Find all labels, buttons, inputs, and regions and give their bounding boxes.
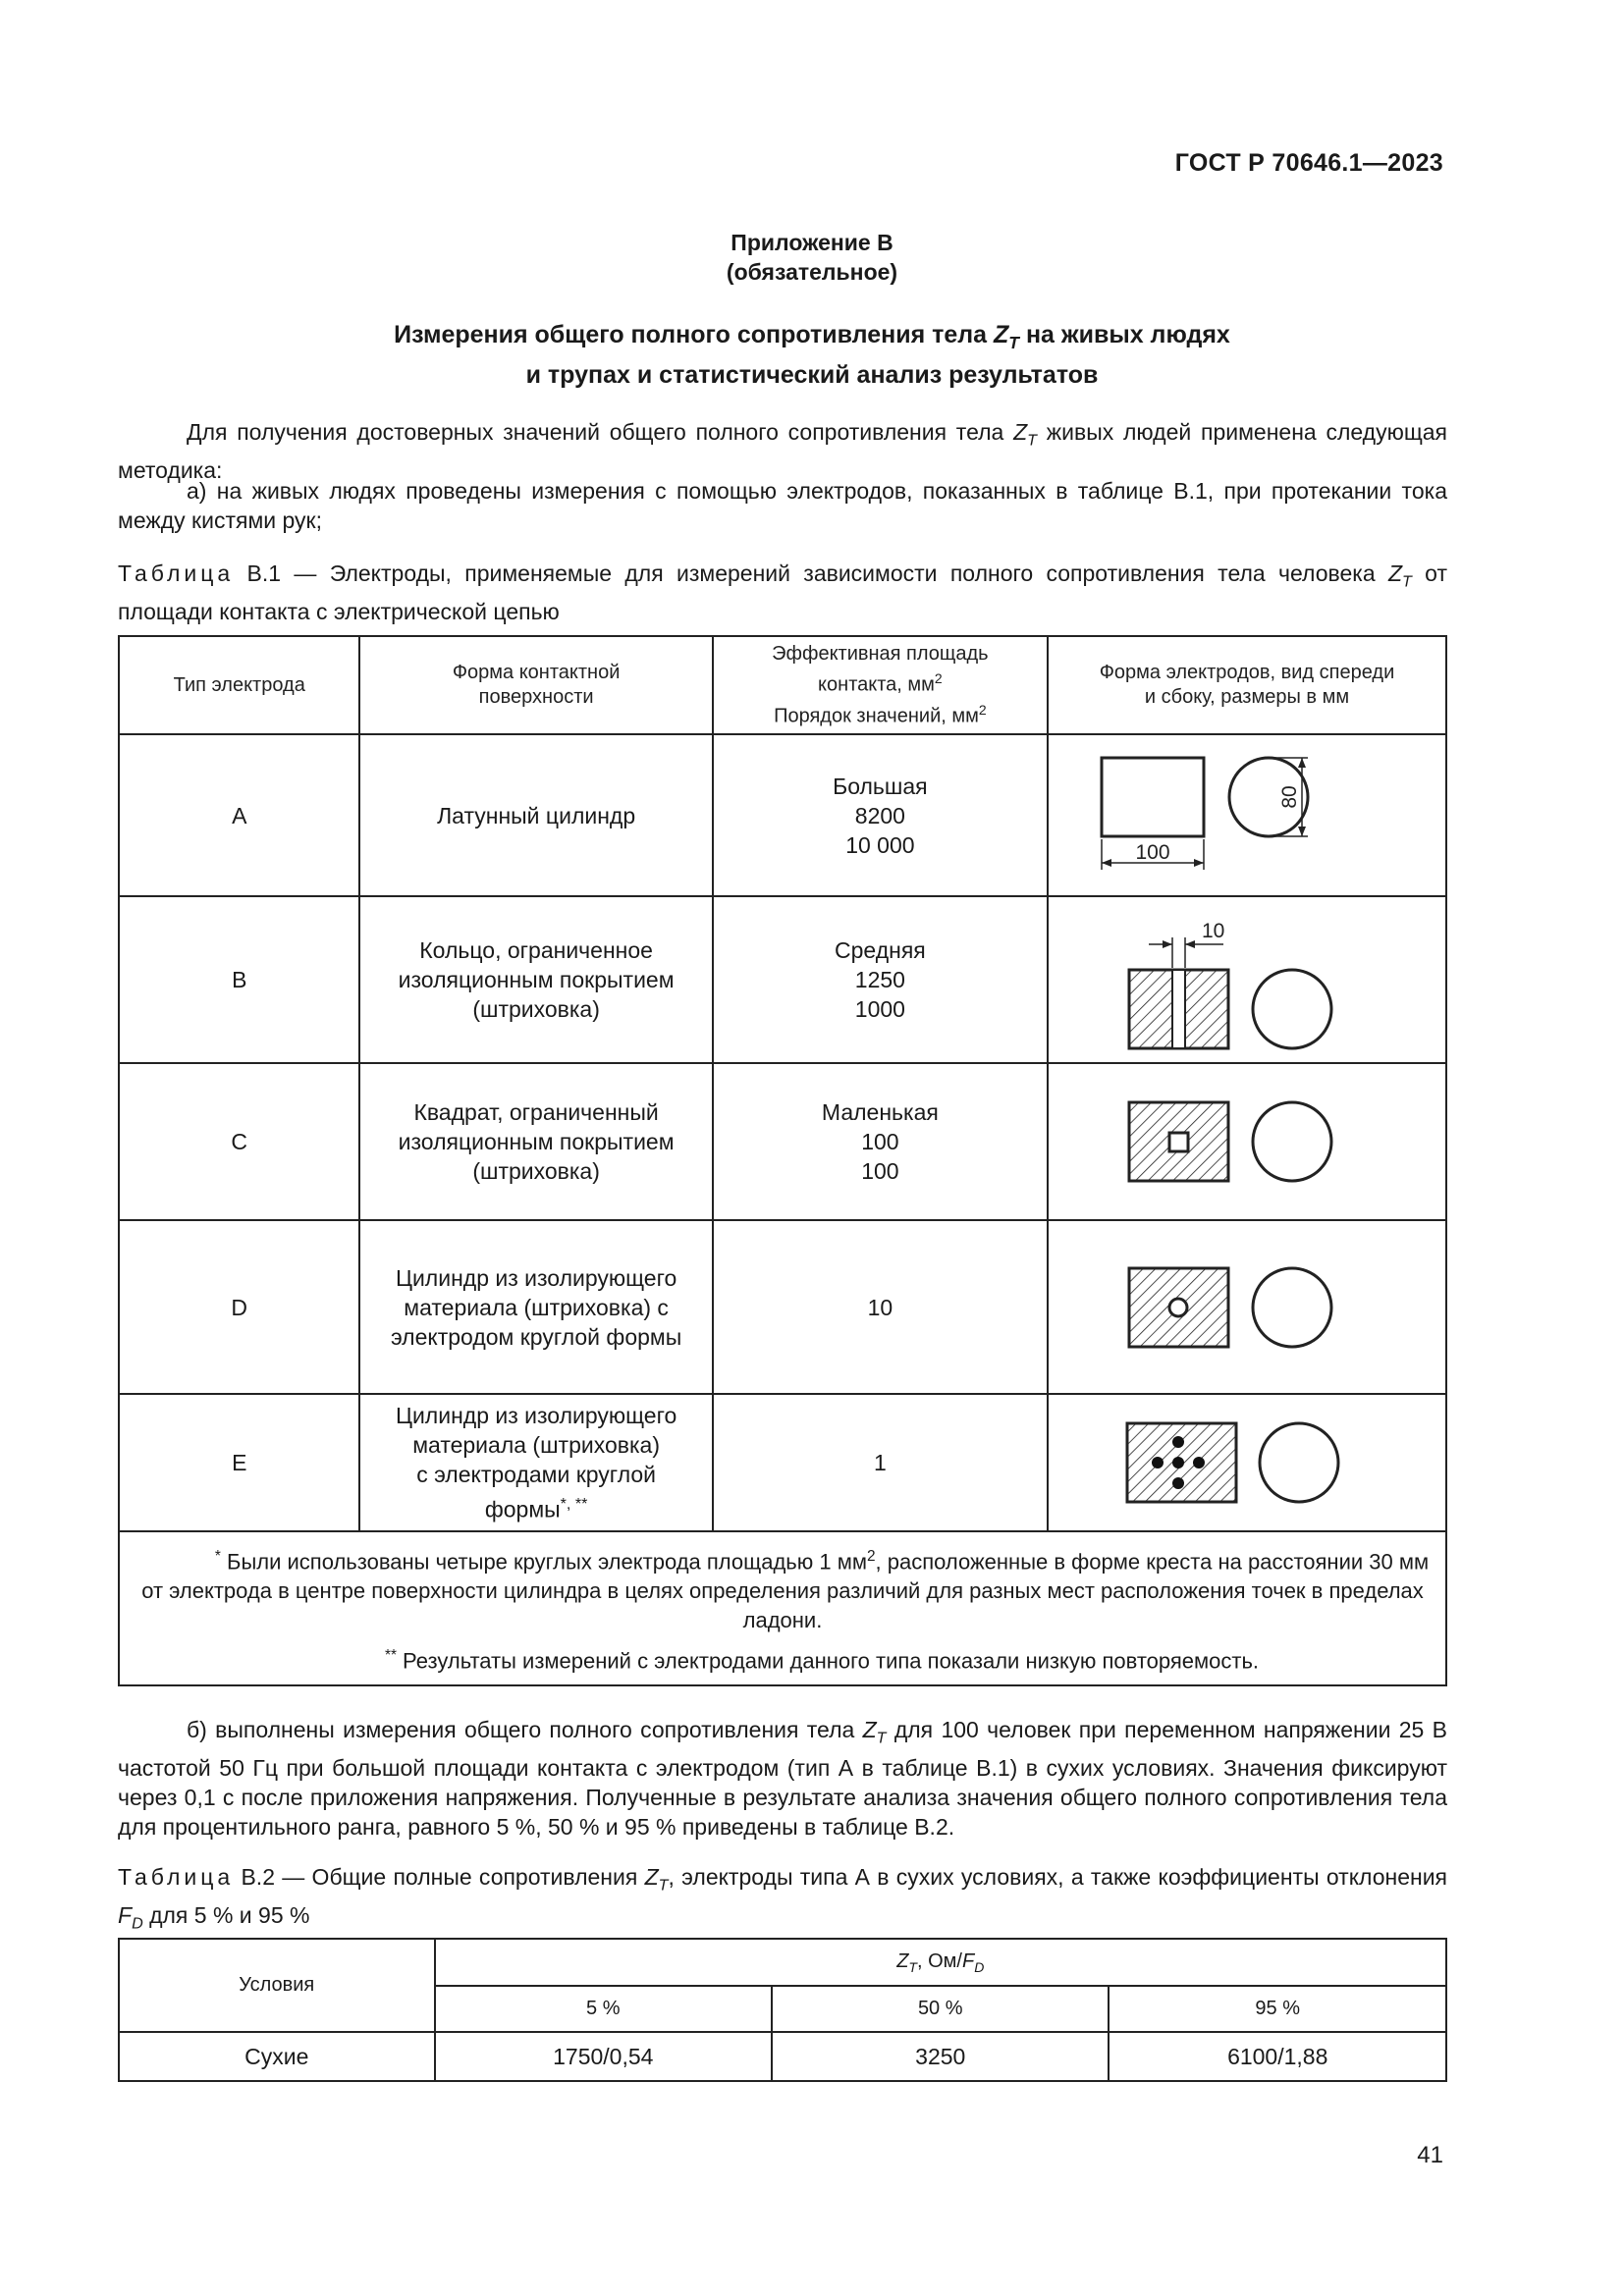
cell-area [713,896,1048,1063]
table-number: В.1 [246,561,282,586]
cell-type: C [119,1063,359,1220]
cell-line: Цилиндр из изолирующего [395,1403,677,1429]
table-header-row [119,636,1446,734]
electrode-a-drawing [1051,737,1443,894]
header-line: и сбоку, размеры в мм [1144,686,1350,708]
cell-line: с электродами круглой [416,1462,657,1488]
cell-line: 100 [861,1158,899,1184]
caption-subscript: T [658,1876,669,1895]
dimension-height-label: 80 [1278,784,1301,809]
footnote-text-end: , расположенные в форме креста на расстоянии 30 мм от электрода в центре поверхности цилиндра в целях определения различий для разных мест расположения точек в пределах ладони. [141,1549,1430,1633]
cell-shape [359,896,712,1063]
table-row [119,1220,1446,1394]
table-row [119,734,1446,896]
cell-line: Цилиндр из изолирующего [395,1264,677,1291]
dimension-gap-label: 10 [1202,920,1225,942]
heading-text-end: на живых людях [1019,321,1230,348]
cell-value: 1750/0,54 [435,2032,773,2081]
intro-symbol: Z [1013,419,1028,445]
paragraph-subscript: T [876,1729,887,1747]
cell-line: 10 000 [845,831,915,858]
cell-line: электродом круглой формы [390,1323,682,1350]
cell-value: 6100/1,88 [1109,2032,1446,2081]
paragraph-text: б) выполнены измерения общего полного сопротивления тела [187,1717,863,1742]
cell-line: 1000 [854,996,905,1022]
caption-subscript: D [132,1914,143,1933]
cell-conditions: Сухие [119,2032,435,2081]
header-subscript: D [974,1958,985,1975]
electrode-e-drawing [1051,1396,1443,1529]
cell-line: формы [484,1496,561,1522]
header-symbol: Z [896,1949,909,1972]
electrodes-table [118,635,1447,1686]
cell-type: B [119,896,359,1063]
cell-type: E [119,1394,359,1531]
heading-subscript: T [1008,333,1019,352]
header-line: контакта, мм [818,673,935,696]
footnote-mark: * [214,1548,221,1565]
caption-symbol: Z [644,1864,659,1890]
table-row [119,896,1446,1063]
item-a-paragraph: а) на живых людях проведены измерения с помощью электродов, показанных в таблице В.1, при протекании тока между кистями рук; [118,478,1447,533]
header-impedance-group [435,1939,1446,1986]
cell-line: Латунный цилиндр [437,802,636,828]
superscript: 2 [866,1548,876,1565]
cell-line: 1 [873,1450,887,1475]
table-number: В.2 [241,1864,275,1890]
table-header-row [119,1939,1446,1986]
appendix-label: Приложение В [731,230,893,255]
cell-line: материала (штриховка) [412,1432,660,1459]
header-line: Порядок значений, мм [774,705,979,727]
table-notes-row [119,1531,1446,1685]
heading-symbol: Z [994,321,1009,348]
cell-drawing [1048,734,1446,896]
document-header: ГОСТ Р 70646.1—2023 [1174,149,1443,177]
caption-subscript: T [1402,572,1412,591]
impedance-table [118,1938,1447,2082]
cell-drawing [1048,896,1446,1063]
footnote-2 [134,1641,1432,1676]
footnote-mark: *, ** [560,1495,588,1514]
header-contact-shape [359,636,712,734]
dimension-width-label: 100 [1135,840,1170,864]
appendix-title [0,228,1624,287]
footnote-text: Результаты измерений с электродами данного типа показали низкую повторяемость. [396,1648,1260,1674]
intro-paragraph [118,417,1447,485]
paragraph-text-end: для 100 человек при переменном напряжении 25 В частотой 50 Гц при большой площади контакта с электродом (тип А в таблице В.1) в сухих условиях. Значения фиксируют через 0,1 с после приложения напряжения. Полученные в результате анализа значения общего полного сопротивления тела для процентильного ранга, равного 5 %, 50 % и 95 % приведены в таблице В.2. [118,1717,1447,1840]
page-heading [0,319,1624,392]
electrode-b-drawing [1051,898,1443,1061]
electrode-c-drawing [1051,1065,1443,1218]
cell-line: (штриховка) [472,996,600,1022]
caption-text: — Электроды, применяемые для измерений зависимости полного сопротивления тела человека [281,561,1388,586]
cell-line: Большая [833,773,928,799]
header-symbol: F [961,1949,975,1972]
cell-shape [359,1220,712,1394]
caption-text-mid: , электроды типа А в сухих условиях, а также коэффициенты отклонения [668,1864,1448,1890]
cell-drawing [1048,1394,1446,1531]
cell-value: 3250 [772,2032,1109,2081]
cell-line: 100 [861,1129,899,1154]
cell-area [713,734,1048,896]
cell-line: изоляционным покрытием [398,1129,675,1154]
header-effective-area [713,636,1048,734]
header-line: Форма электродов, вид спереди [1099,662,1395,683]
caption-text-end: для 5 % и 95 % [142,1901,310,1928]
header-pct-5: 5 % [435,1986,773,2032]
header-conditions: Условия [119,1939,435,2032]
table2-caption [118,1862,1447,1938]
appendix-status: (обязательное) [726,259,898,285]
cell-area [713,1063,1048,1220]
item-b-paragraph [118,1715,1447,1842]
footnote-text: Были использованы четыре круглых электрода площадью 1 мм [220,1549,867,1575]
table1-caption [118,559,1447,626]
table-word: Таблица [118,561,235,586]
electrode-d-drawing [1051,1223,1443,1392]
cell-line: Маленькая [821,1099,939,1125]
cell-area [713,1220,1048,1394]
caption-symbol: F [118,1901,133,1928]
cell-line: Квадрат, ограниченный [413,1099,659,1125]
intro-text-end: живых людей применена следующая методика: [118,419,1447,483]
footnote-1 [134,1542,1432,1635]
cell-area [713,1394,1048,1531]
cell-line: (штриховка) [472,1158,600,1184]
cell-line: Кольцо, ограниченное [419,937,653,963]
cell-shape [359,1394,712,1531]
page-number: 41 [1417,2142,1443,2168]
table-row [119,1394,1446,1531]
header-line: Эффективная площадь [772,642,989,665]
cell-line: 1250 [854,967,905,992]
superscript: 2 [978,701,987,718]
cell-line: материала (штриховка) с [404,1294,669,1320]
cell-type: A [119,734,359,896]
header-line: Форма контактной [452,662,621,683]
cell-line: 8200 [854,802,905,828]
header-text: , Ом/ [916,1949,962,1972]
header-subscript: T [908,1958,917,1975]
cell-type: D [119,1220,359,1394]
table-word: Таблица [118,1864,235,1890]
superscript: 2 [934,669,943,686]
table-notes [119,1531,1446,1685]
cell-line: изоляционным покрытием [398,967,675,992]
cell-line: 10 [867,1294,893,1320]
header-electrode-drawing [1048,636,1446,734]
header-line: поверхности [478,686,594,708]
intro-text: Для получения достоверных значений общего полного сопротивления тела [187,419,1014,445]
heading-text: Измерения общего полного сопротивления тела [394,321,995,348]
header-pct-95: 95 % [1109,1986,1446,2032]
table-row [119,2032,1446,2081]
intro-subscript: T [1027,431,1037,450]
caption-symbol: Z [1387,561,1402,586]
cell-drawing [1048,1220,1446,1394]
header-electrode-type: Тип электрода [119,636,359,734]
caption-text: — Общие полные сопротивления [275,1864,645,1890]
header-pct-50: 50 % [772,1986,1109,2032]
table-row [119,1063,1446,1220]
footnote-mark: ** [384,1647,397,1665]
cell-shape [359,734,712,896]
paragraph-symbol: Z [862,1717,877,1742]
caption-text-end: от площади контакта с электрической цепью [118,561,1447,624]
cell-line: Средняя [835,937,926,963]
heading-line2: и трупах и статистический анализ результатов [525,361,1099,389]
cell-shape [359,1063,712,1220]
cell-drawing [1048,1063,1446,1220]
